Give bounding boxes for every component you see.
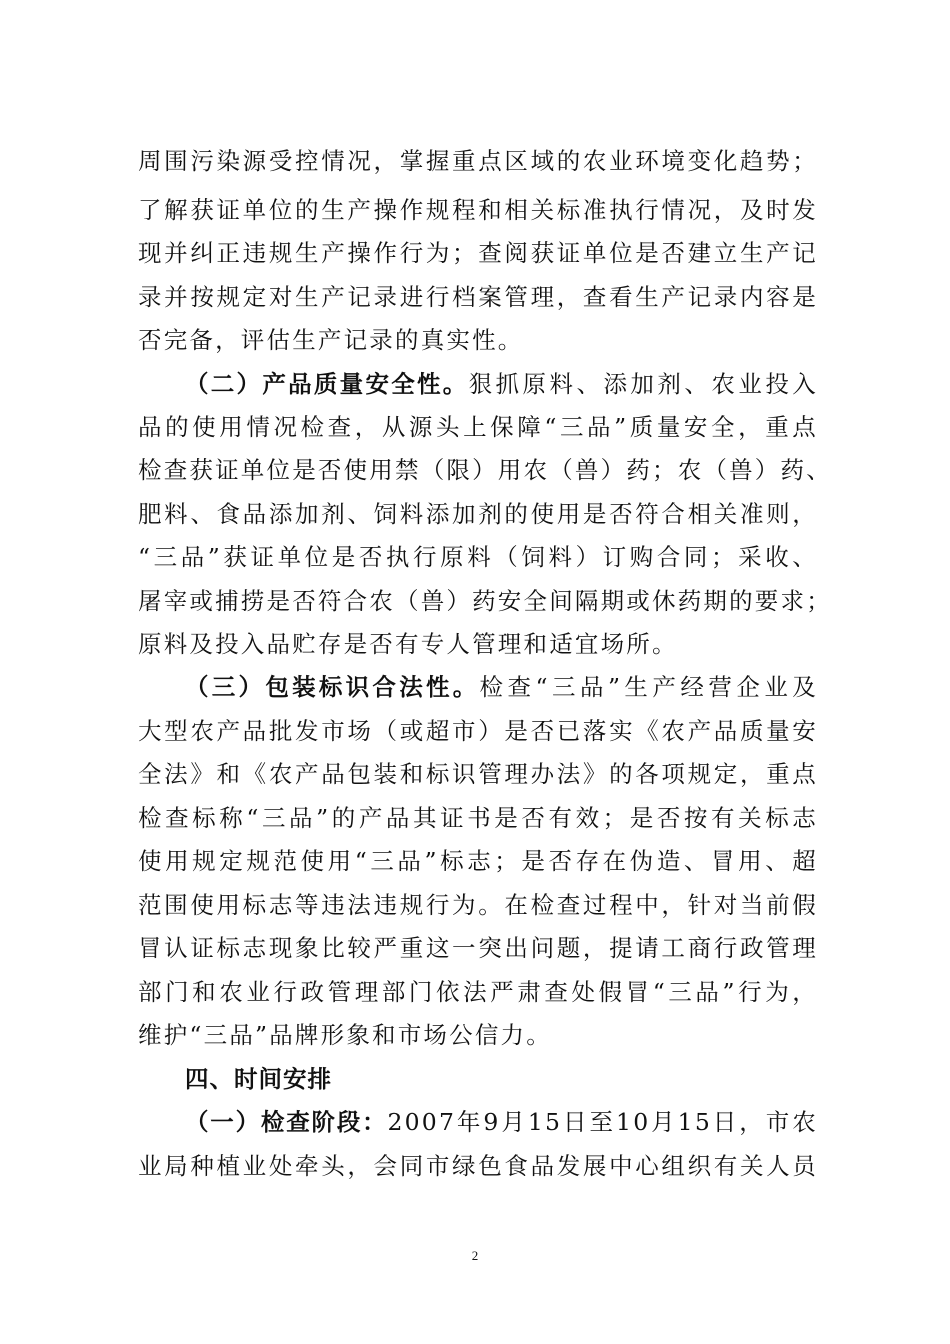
text-line: 检查获证单位是否使用禁（限）用农（兽）药；农（兽）药、	[138, 456, 832, 484]
text-line: 使用规定规范使用“三品”标志；是否存在伪造、冒用、超	[138, 847, 818, 875]
text-line: 品的使用情况检查，从源头上保障“三品”质量安全，重点	[138, 413, 818, 441]
section-heading-product-quality: （二）产品质量安全性。	[185, 370, 469, 398]
text-line: “三品”获证单位是否执行原料（饲料）订购合同；采收、	[138, 543, 818, 571]
text-line: 肥料、食品添加剂、饲料添加剂的使用是否符合相关准则，	[138, 500, 818, 528]
section-heading-packaging-label: （三）包装标识合法性。	[185, 673, 480, 701]
text-line: 范围使用标志等违法违规行为。在检查过程中，针对当前假	[138, 891, 818, 919]
text-line: 部门和农业行政管理部门依法严肃查处假冒“三品”行为，	[138, 978, 818, 1006]
text-line: 录并按规定对生产记录进行档案管理，查看生产记录内容是	[138, 283, 818, 311]
text-line: 否完备，评估生产记录的真实性。	[138, 326, 524, 354]
text-line: 大型农产品批发市场（或超市）是否已落实《农产品质量安	[138, 717, 818, 745]
text-line: 冒认证标志现象比较严重这一突出问题，提请工商行政管理	[138, 934, 818, 962]
section-paragraph-start: （一）检查阶段：2007年9月15日至10月15日，市农	[185, 1108, 819, 1136]
text-line: 原料及投入品贮存是否有专人管理和适宜场所。	[138, 630, 678, 658]
text-line: 全法》和《农产品包装和标识管理办法》的各项规定，重点	[138, 760, 818, 788]
section-paragraph-start: （三）包装标识合法性。检查“三品”生产经营企业及	[185, 673, 818, 701]
text-line: 周围污染源受控情况，掌握重点区域的农业环境变化趋势；	[138, 147, 818, 175]
text-line: 屠宰或捕捞是否符合农（兽）药安全间隔期或休药期的要求；	[138, 587, 832, 615]
text-line: 了解获证单位的生产操作规程和相关标准执行情况，及时发	[138, 196, 818, 224]
text-line: 现并纠正违规生产操作行为；查阅获证单位是否建立生产记	[138, 239, 818, 267]
text-line: 维护“三品”品牌形象和市场公信力。	[138, 1021, 552, 1049]
page-number: 2	[471, 1248, 479, 1263]
text-line: 检查标称“三品”的产品其证书是否有效；是否按有关标志	[138, 804, 818, 832]
section-heading-inspection-stage: （一）检查阶段：	[185, 1108, 388, 1136]
section-paragraph-start: （二）产品质量安全性。狠抓原料、添加剂、农业投入	[185, 370, 818, 398]
text-line: 业局种植业处牵头，会同市绿色食品发展中心组织有关人员	[138, 1152, 818, 1180]
section-heading-schedule: 四、时间安排	[185, 1065, 332, 1093]
